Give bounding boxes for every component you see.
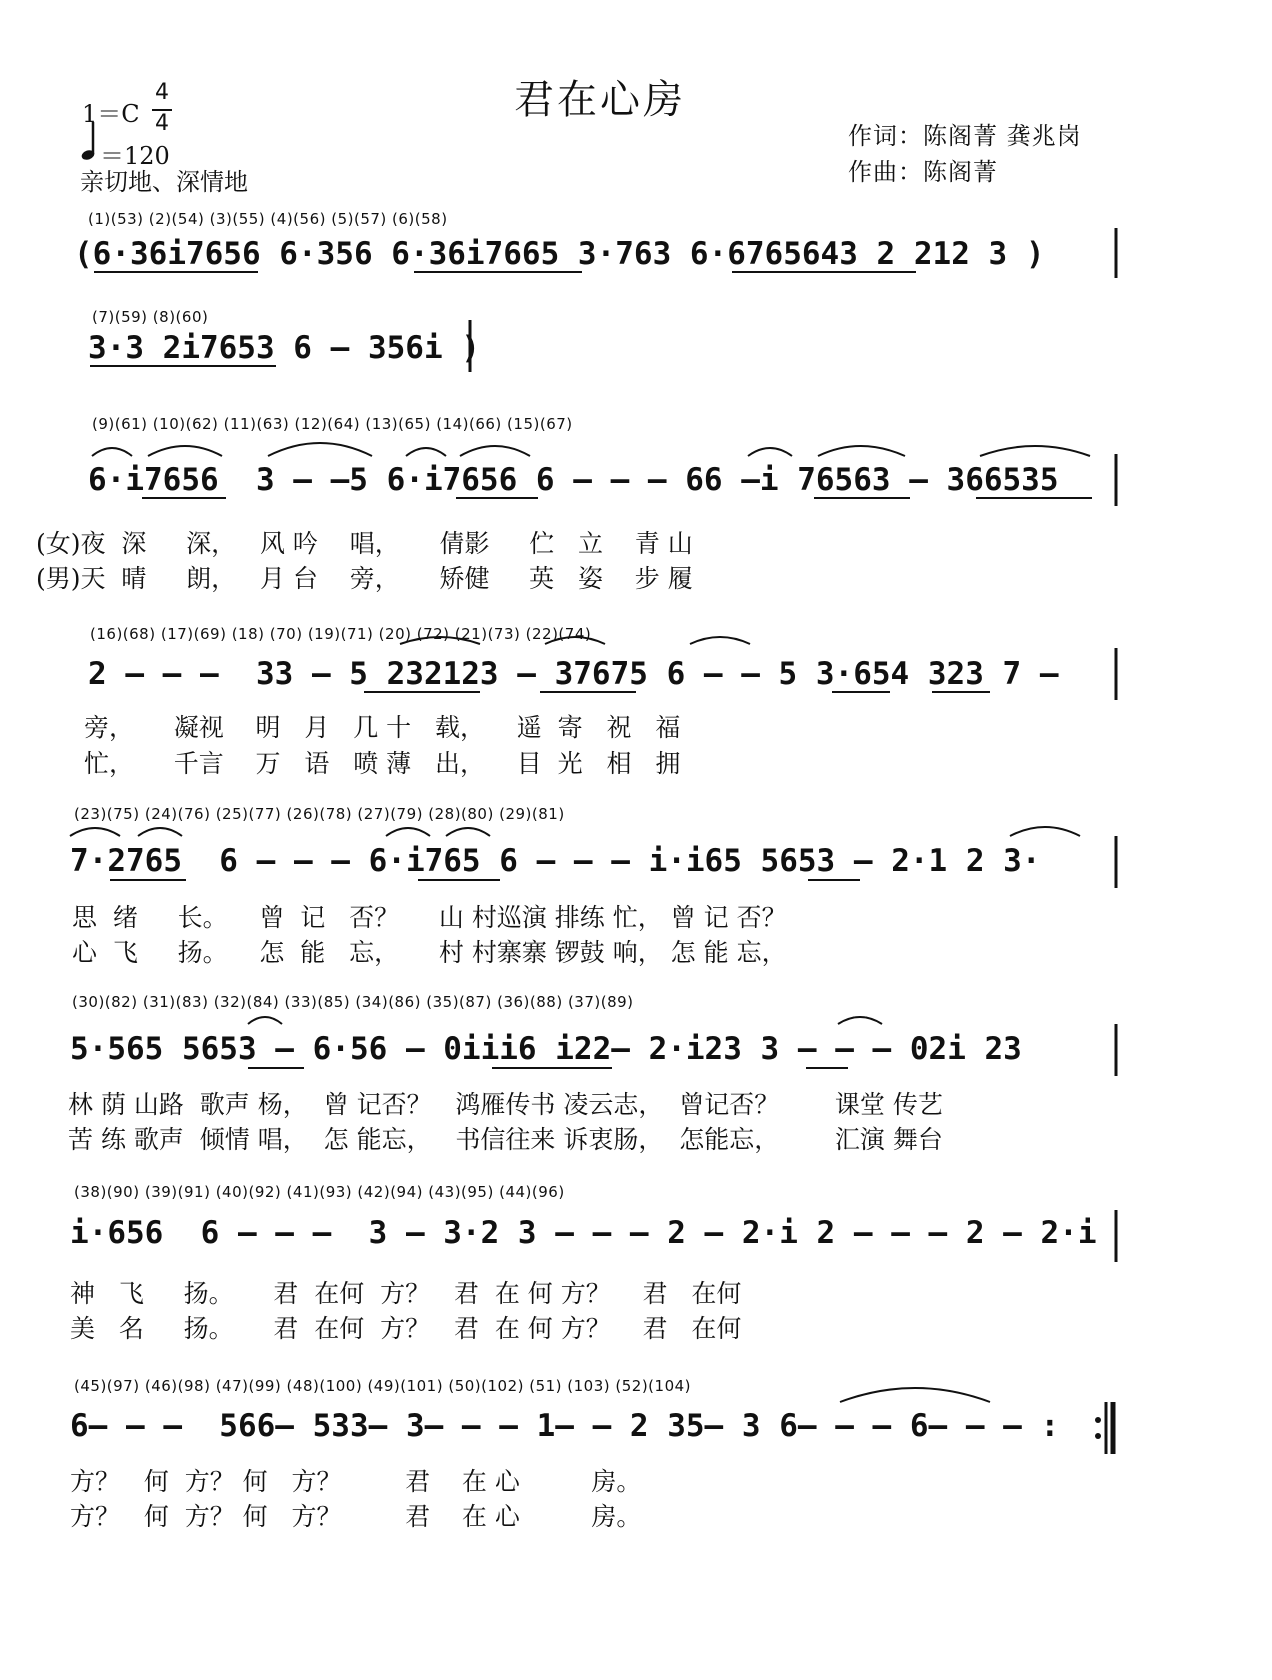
notes-row-8: 6– – – 566– 533– 3– – – 1– – 2 35– 3 6– – – 6– – – : xyxy=(70,1408,1060,1444)
measure-labels-row-3: (9)(61) (10)(62) (11)(63) (12)(64) (13)(65) (14)(66) (15)(67) xyxy=(92,415,573,433)
notes-row-3: 6·i7656 3 – –5 6·i7656 6 – – – 66 –i 76563 – 366535 xyxy=(88,462,1059,498)
measure-labels-row-2: (7)(59) (8)(60) xyxy=(92,308,209,326)
notes-row-5: 7·2765 6 – – – 6·i765 6 – – – i·i65 5653 – 2·1 2 3· xyxy=(70,843,1041,879)
composer-credit: 作曲：陈阁菁 xyxy=(848,158,998,186)
tempo-marking: ＝120 xyxy=(100,142,170,170)
lyrics-male-row-8: 方？ 何 方？ 何 方？ 君 在 心 房。 xyxy=(70,1502,642,1531)
measure-labels-row-6: (30)(82) (31)(83) (32)(84) (33)(85) (34)(86) (35)(87) (36)(88) (37)(89) xyxy=(72,993,634,1011)
lyrics-male-row-7: 美 名 扬。 君 在何 方？ 君 在 何 方？ 君 在何 xyxy=(70,1314,742,1343)
time-signature-bottom: 4 xyxy=(155,111,169,136)
repeat-dots xyxy=(1095,1417,1101,1439)
measure-labels-row-8: (45)(97) (46)(98) (47)(99) (48)(100) (49)(101) (50)(102) (51) (103) (52)(104) xyxy=(74,1377,692,1395)
notes-row-6: 5·565 5653 – 6·56 – 0iii6 i22– 2·i23 3 – – – 02i 23 xyxy=(70,1031,1022,1067)
lyrics-female-row-6: 林 荫 山路 歌声 杨， 曾 记否？ 鸿雁传书 凌云志， 曾记否？ 课堂 传艺 xyxy=(68,1090,943,1119)
beam-underlines xyxy=(90,272,1092,1068)
lyrics-female-row-4: 旁， 凝视 明 月 几 十 载， 遥 寄 祝 福 xyxy=(84,713,681,742)
measure-labels-row-4: (16)(68) (17)(69) (18) (70) (19)(71) (20) (72) (21)(73) (22)(74) xyxy=(90,625,592,643)
notes-row-7: i·656 6 – – – 3 – 3·2 3 – – – 2 – 2·i 2 – – – 2 – 2·i xyxy=(70,1215,1097,1251)
measure-labels-row-5: (23)(75) (24)(76) (25)(77) (26)(78) (27)(79) (28)(80) (29)(81) xyxy=(74,805,565,823)
time-signature-top: 4 xyxy=(155,80,169,105)
lyrics-male-row-5: 心 飞 扬。 怎 能 忘， 村 村寨寨 锣鼓 响， 怎 能 忘， xyxy=(72,938,787,967)
page-title: 君在心房 xyxy=(514,77,686,123)
expression-marking: 亲切地、深情地 xyxy=(80,168,248,196)
lyrics-female-row-8: 方？ 何 方？ 何 方？ 君 在 心 房。 xyxy=(70,1467,642,1496)
lyrics-male-row-4: 忙， 千言 万 语 喷 薄 出， 目 光 相 拥 xyxy=(84,749,681,778)
measure-labels-row-1: (1)(53) (2)(54) (3)(55) (4)(56) (5)(57) (6)(58) xyxy=(88,210,448,228)
lyrics-female-row-7: 神 飞 扬。 君 在何 方？ 君 在 何 方？ 君 在何 xyxy=(70,1279,742,1308)
key-signature: 1＝C xyxy=(82,100,140,128)
lyrics-male-row-6: 苦 练 歌声 倾情 唱， 怎 能忘， 书信往来 诉衷肠， 怎能忘， 汇演 舞台 xyxy=(68,1125,943,1154)
lyrics-female-row-3: (女)夜 深 深， 风 吟 唱， 倩影 伫 立 青 山 xyxy=(36,529,693,558)
barlines xyxy=(470,228,1116,1454)
notes-row-2: 3·3 2i7653 6 – 356i ) xyxy=(88,330,480,366)
lyrics-male-row-3: (男)天 晴 朗， 月 台 旁， 矫健 英 姿 步 履 xyxy=(36,564,693,593)
notes-row-1: (6·36i7656 6·356 6·36i7665 3·763 6·6765643 2 212 3 ) xyxy=(74,236,1045,272)
lyricist-credit: 作词：陈阁菁 龚兆岗 xyxy=(848,122,1082,150)
lyrics-female-row-5: 思 绪 长。 曾 记 否？ 山 村巡演 排练 忙， 曾 记 否？ xyxy=(72,903,787,932)
slur-arcs xyxy=(70,443,1090,1402)
measure-labels-row-7: (38)(90) (39)(91) (40)(92) (41)(93) (42)(94) (43)(95) (44)(96) xyxy=(74,1183,565,1201)
notes-row-4: 2 – – – 33 – 5 232123 – 37675 6 – – 5 3·654 323 7 – xyxy=(88,656,1059,692)
